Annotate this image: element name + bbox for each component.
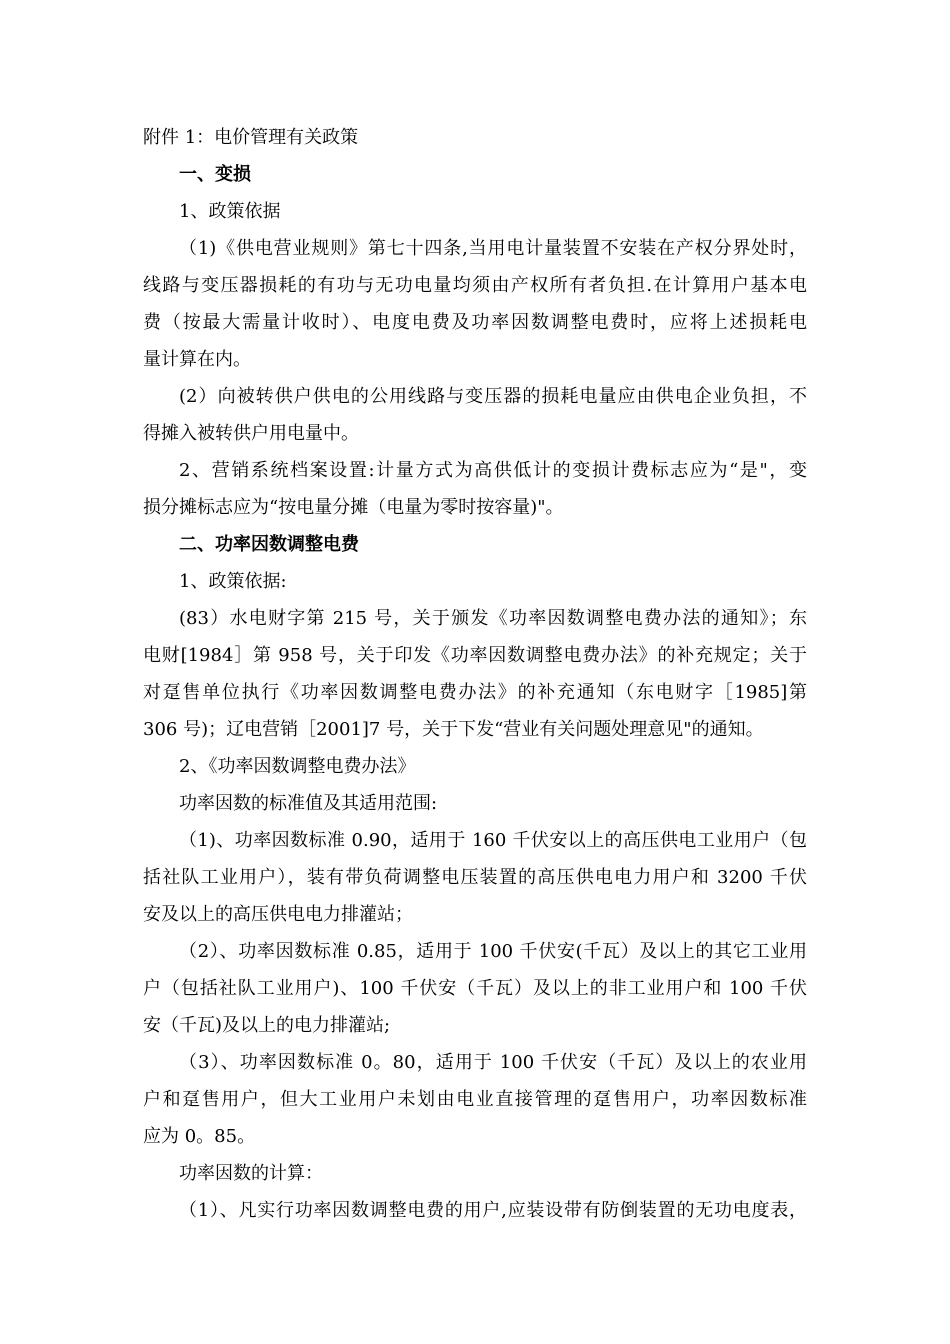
text-line bbox=[143, 341, 807, 378]
line-text: 1、政策依据: bbox=[179, 571, 287, 592]
line-text: （1)《供电营业规则》第七十四条,当用电计量装置不安装在产权分界处时， bbox=[179, 238, 807, 259]
line-text: 得摊入被转供户用电量中。 bbox=[143, 423, 359, 444]
text-line bbox=[143, 600, 807, 637]
text-line bbox=[143, 230, 807, 267]
line-text: 括社队工业用户），装有带负荷调整电压装置的高压供电电力用户和 3200 千伏 bbox=[143, 867, 807, 888]
text-line bbox=[143, 452, 807, 489]
line-text: 安及以上的高压供电电力排灌站； bbox=[143, 904, 413, 925]
section-heading bbox=[143, 156, 807, 193]
text-line bbox=[143, 896, 807, 933]
line-text: 对趸售单位执行《功率因数调整电费办法》的补充通知（东电财字［1985]第 bbox=[143, 682, 807, 703]
line-text: (83）水电财字第 215 号，关于颁发《功率因数调整电费办法的通知》；东 bbox=[179, 608, 807, 629]
text-line bbox=[143, 822, 807, 859]
text-line bbox=[143, 1118, 807, 1155]
section-heading bbox=[143, 526, 807, 563]
line-text: （1）、凡实行功率因数调整电费的用户,应装设带有防倒装置的无功电度表， bbox=[179, 1200, 807, 1221]
line-text: 2、《功率因数调整电费办法》 bbox=[179, 756, 416, 777]
text-line bbox=[143, 674, 807, 711]
text-line bbox=[143, 1192, 807, 1229]
line-text: 电财[1984］第 958 号，关于印发《功率因数调整电费办法》的补充规定；关于 bbox=[143, 645, 807, 666]
text-line bbox=[143, 193, 807, 230]
text-line bbox=[143, 1044, 807, 1081]
text-line bbox=[143, 304, 807, 341]
document-body bbox=[143, 119, 807, 1229]
text-line bbox=[143, 933, 807, 970]
line-text: （1)、功率因数标准 0.90，适用于 160 千伏安以上的高压供电工业用户（包 bbox=[179, 830, 807, 851]
text-line bbox=[143, 785, 807, 822]
line-text: （3）、功率因数标准 0。80，适用于 100 千伏安（千瓦）及以上的农业用 bbox=[179, 1052, 807, 1073]
text-line bbox=[143, 1155, 807, 1192]
line-text: 2、营销系统档案设置:计量方式为高供低计的变损计费标志应为“是"，变 bbox=[179, 460, 807, 481]
text-line bbox=[143, 859, 807, 896]
line-text: 费（按最大需量计收时）、电度电费及功率因数调整电费时，应将上述损耗电 bbox=[143, 312, 807, 333]
text-line bbox=[143, 711, 807, 748]
line-text: (2）向被转供户供电的公用线路与变压器的损耗电量应由供电企业负担，不 bbox=[179, 386, 807, 407]
text-line bbox=[143, 489, 807, 526]
text-line bbox=[143, 637, 807, 674]
line-text: （2）、功率因数标准 0.85，适用于 100 千伏安(千瓦）及以上的其它工业用 bbox=[179, 941, 807, 962]
line-text: 户（包括社队工业用户)、100 千伏安（千瓦）及以上的非工业用户和 100 千伏 bbox=[143, 978, 807, 999]
text-line bbox=[143, 748, 807, 785]
line-text: 1、政策依据 bbox=[179, 201, 281, 222]
text-line bbox=[143, 563, 807, 600]
text-line bbox=[143, 119, 807, 156]
line-text: 附件 1：电价管理有关政策 bbox=[143, 127, 359, 148]
line-text: 损分摊标志应为“按电量分摊（电量为零时按容量)"。 bbox=[143, 497, 564, 518]
line-text: 一、变损 bbox=[179, 164, 251, 185]
line-text: 线路与变压器损耗的有功与无功电量均须由产权所有者负担.在计算用户基本电 bbox=[143, 275, 807, 296]
text-line bbox=[143, 267, 807, 304]
line-text: 306 号)；辽电营销［2001]7 号，关于下发“营业有关问题处理意见"的通知。 bbox=[143, 719, 764, 740]
line-text: 量计算在内。 bbox=[143, 349, 251, 370]
text-line bbox=[143, 1007, 807, 1044]
line-text: 户和趸售用户，但大工业用户未划由电业直接管理的趸售用户，功率因数标准 bbox=[143, 1089, 807, 1110]
line-text: 应为 0。85。 bbox=[143, 1126, 256, 1147]
text-line bbox=[143, 415, 807, 452]
line-text: 功率因数的计算： bbox=[179, 1163, 323, 1184]
line-text: 功率因数的标准值及其适用范围: bbox=[179, 793, 438, 814]
text-line bbox=[143, 1081, 807, 1118]
text-line bbox=[143, 970, 807, 1007]
text-line bbox=[143, 378, 807, 415]
line-text: 安（千瓦)及以上的电力排灌站; bbox=[143, 1015, 391, 1036]
line-text: 二、功率因数调整电费 bbox=[179, 534, 359, 555]
